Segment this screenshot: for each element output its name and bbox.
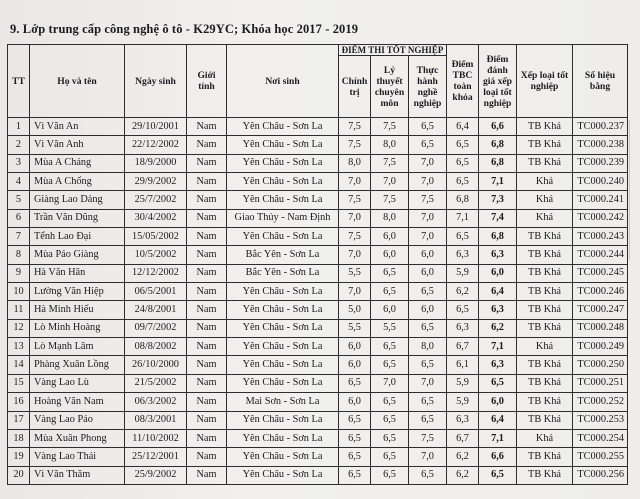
row-number: 8 [8,246,30,264]
ranking: TB Khá [517,136,573,154]
politics-score: 5,5 [339,264,371,282]
student-name: Vì Văn An [30,118,125,136]
ranking-score: 6,5 [479,466,517,484]
date-of-birth: 11/10/2002 [125,429,187,447]
header-sex: Giới tính [187,45,227,118]
graduation-table [7,44,628,485]
practice-score: 7,0 [409,228,447,246]
date-of-birth: 29/9/2002 [125,173,187,191]
ranking-score: 6,3 [479,246,517,264]
header-name: Họ và tên [30,45,125,118]
date-of-birth: 09/7/2002 [125,319,187,337]
politics-score: 6,0 [339,393,371,411]
date-of-birth: 12/12/2002 [125,264,187,282]
student-name: Hà Văn Hân [30,264,125,282]
student-name: Mùa Xuân Phong [30,429,125,447]
gender: Nam [187,118,227,136]
practice-score: 8,0 [409,338,447,356]
gpa-score: 5,9 [447,374,479,392]
certificate-number: TC000.253 [573,411,628,429]
student-name: Phàng Xuân Lồng [30,356,125,374]
gpa-score: 6,7 [447,338,479,356]
theory-score: 7,0 [371,374,409,392]
practice-score: 6,0 [409,301,447,319]
ranking: TB Khá [517,264,573,282]
politics-score: 6,5 [339,466,371,484]
ranking: Khá [517,209,573,227]
certificate-number: TC000.240 [573,173,628,191]
header-certificate: Số hiệu bằng [573,45,628,118]
row-number: 4 [8,173,30,191]
gender: Nam [187,319,227,337]
certificate-number: TC000.256 [573,466,628,484]
ranking: TB Khá [517,118,573,136]
student-name: Trần Văn Dũng [30,209,125,227]
ranking: TB Khá [517,448,573,466]
gpa-score: 6,5 [447,173,479,191]
certificate-number: TC000.247 [573,301,628,319]
date-of-birth: 15/05/2002 [125,228,187,246]
gpa-score: 6,2 [447,448,479,466]
theory-score: 7,0 [371,173,409,191]
certificate-number: TC000.249 [573,338,628,356]
page-edge [629,120,640,260]
birthplace: Yên Châu - Sơn La [227,283,339,301]
theory-score: 6,5 [371,429,409,447]
ranking-score: 6,8 [479,154,517,172]
birthplace: Bắc Yên - Sơn La [227,246,339,264]
student-name: Lường Văn Hiệp [30,283,125,301]
gpa-score: 6,5 [447,228,479,246]
ranking-score: 7,1 [479,338,517,356]
certificate-number: TC000.245 [573,264,628,282]
certificate-number: TC000.254 [573,429,628,447]
student-name: Lò Minh Hoàng [30,319,125,337]
row-number: 3 [8,154,30,172]
student-name: Hoàng Văn Nam [30,393,125,411]
ranking-score: 6,8 [479,136,517,154]
birthplace: Yên Châu - Sơn La [227,374,339,392]
practice-score: 6,5 [409,356,447,374]
certificate-number: TC000.244 [573,246,628,264]
header-gpa: Điểm TBC toàn khóa [447,45,479,118]
row-number: 9 [8,264,30,282]
practice-score: 6,0 [409,264,447,282]
gender: Nam [187,191,227,209]
ranking: TB Khá [517,301,573,319]
politics-score: 6,0 [339,338,371,356]
ranking-score: 6,2 [479,319,517,337]
theory-score: 6,5 [371,448,409,466]
practice-score: 7,0 [409,209,447,227]
date-of-birth: 08/8/2002 [125,338,187,356]
politics-score: 7,0 [339,173,371,191]
row-number: 19 [8,448,30,466]
date-of-birth: 06/3/2002 [125,393,187,411]
theory-score: 6,5 [371,338,409,356]
ranking-score: 7,4 [479,209,517,227]
gender: Nam [187,338,227,356]
birthplace: Yên Châu - Sơn La [227,136,339,154]
row-number: 2 [8,136,30,154]
row-number: 10 [8,283,30,301]
certificate-number: TC000.241 [573,191,628,209]
gpa-score: 5,9 [447,393,479,411]
gender: Nam [187,466,227,484]
row-number: 11 [8,301,30,319]
date-of-birth: 08/3/2001 [125,411,187,429]
birthplace: Yên Châu - Sơn La [227,466,339,484]
gender: Nam [187,209,227,227]
student-name: Vì Văn Anh [30,136,125,154]
birthplace: Yên Châu - Sơn La [227,338,339,356]
birthplace: Yên Châu - Sơn La [227,319,339,337]
gpa-score: 6,2 [447,283,479,301]
student-name: Giàng Lao Dảng [30,191,125,209]
student-name: Vàng Lao Thái [30,448,125,466]
certificate-number: TC000.250 [573,356,628,374]
practice-score: 6,5 [409,319,447,337]
politics-score: 7,5 [339,191,371,209]
table-row [8,393,628,411]
student-name: Mùa A Chống [30,173,125,191]
theory-score: 8,0 [371,209,409,227]
certificate-number: TC000.246 [573,283,628,301]
ranking: TB Khá [517,393,573,411]
gender: Nam [187,173,227,191]
birthplace: Mai Sơn - Sơn La [227,393,339,411]
politics-score: 7,5 [339,228,371,246]
birthplace: Giao Thủy - Nam Định [227,209,339,227]
ranking: TB Khá [517,154,573,172]
certificate-number: TC000.237 [573,118,628,136]
table-row [8,136,628,154]
politics-score: 7,0 [339,246,371,264]
table-row [8,338,628,356]
ranking-score: 6,8 [479,228,517,246]
row-number: 1 [8,118,30,136]
gpa-score: 6,7 [447,429,479,447]
header-tt: TT [8,45,30,118]
gender: Nam [187,264,227,282]
theory-score: 6,5 [371,264,409,282]
practice-score: 7,5 [409,429,447,447]
date-of-birth: 10/5/2002 [125,246,187,264]
gpa-score: 6,1 [447,356,479,374]
date-of-birth: 22/12/2002 [125,136,187,154]
certificate-number: TC000.252 [573,393,628,411]
ranking: TB Khá [517,228,573,246]
row-number: 14 [8,356,30,374]
table-row [8,301,628,319]
header-ranking: Xếp loại tốt nghiệp [517,45,573,118]
date-of-birth: 25/7/2002 [125,191,187,209]
ranking-score: 6,3 [479,356,517,374]
row-number: 13 [8,338,30,356]
certificate-number: TC000.238 [573,136,628,154]
theory-score: 6,0 [371,228,409,246]
certificate-number: TC000.251 [573,374,628,392]
date-of-birth: 24/8/2001 [125,301,187,319]
politics-score: 5,5 [339,319,371,337]
ranking-score: 6,4 [479,411,517,429]
politics-score: 5,0 [339,301,371,319]
ranking-score: 7,1 [479,173,517,191]
gpa-score: 6,5 [447,136,479,154]
practice-score: 6,5 [409,466,447,484]
politics-score: 7,5 [339,118,371,136]
header-politics: Chính trị [339,56,371,118]
theory-score: 6,5 [371,283,409,301]
ranking: TB Khá [517,466,573,484]
student-name: Tểnh Lao Đại [30,228,125,246]
student-name: Vàng Lao Lù [30,374,125,392]
student-name: Vì Văn Thăm [30,466,125,484]
ranking: TB Khá [517,283,573,301]
gender: Nam [187,283,227,301]
date-of-birth: 29/10/2001 [125,118,187,136]
theory-score: 6,0 [371,246,409,264]
ranking: Khá [517,338,573,356]
table-row [8,283,628,301]
gpa-score: 6,5 [447,154,479,172]
table-row [8,448,628,466]
ranking-score: 6,4 [479,283,517,301]
gender: Nam [187,301,227,319]
practice-score: 7,0 [409,173,447,191]
gender: Nam [187,356,227,374]
ranking-score: 6,6 [479,448,517,466]
table-row [8,319,628,337]
gender: Nam [187,136,227,154]
practice-score: 6,5 [409,136,447,154]
gender: Nam [187,429,227,447]
date-of-birth: 25/9/2002 [125,466,187,484]
birthplace: Yên Châu - Sơn La [227,154,339,172]
table-row [8,173,628,191]
practice-score: 7,0 [409,374,447,392]
birthplace: Yên Châu - Sơn La [227,429,339,447]
politics-score: 6,5 [339,448,371,466]
table-row [8,228,628,246]
politics-score: 7,5 [339,136,371,154]
header-theory: Lý thuyết chuyên môn [371,56,409,118]
practice-score: 7,0 [409,154,447,172]
theory-score: 7,5 [371,118,409,136]
table-row [8,466,628,484]
table-body [8,118,628,485]
date-of-birth: 21/5/2002 [125,374,187,392]
page-title: 9. Lớp trung cấp công nghệ ô tô - K29YC; Khóa học 2017 - 2019 [10,22,359,36]
gender: Nam [187,246,227,264]
header-birthplace: Nơi sinh [227,45,339,118]
ranking-score: 6,0 [479,264,517,282]
row-number: 12 [8,319,30,337]
theory-score: 8,0 [371,136,409,154]
theory-score: 6,5 [371,356,409,374]
birthplace: Yên Châu - Sơn La [227,173,339,191]
gender: Nam [187,154,227,172]
practice-score: 6,0 [409,246,447,264]
politics-score: 6,5 [339,374,371,392]
practice-score: 6,5 [409,283,447,301]
date-of-birth: 30/4/2002 [125,209,187,227]
politics-score: 6,0 [339,356,371,374]
politics-score: 6,5 [339,411,371,429]
gpa-score: 6,3 [447,246,479,264]
table-row [8,246,628,264]
politics-score: 7,0 [339,209,371,227]
theory-score: 6,0 [371,301,409,319]
header-exam-group: ĐIỂM THI TỐT NGHIỆP [339,45,447,56]
student-name: Lò Mạnh Lâm [30,338,125,356]
birthplace: Yên Châu - Sơn La [227,301,339,319]
ranking-score: 7,1 [479,429,517,447]
gpa-score: 6,2 [447,466,479,484]
gpa-score: 6,8 [447,191,479,209]
ranking: TB Khá [517,411,573,429]
date-of-birth: 26/10/2000 [125,356,187,374]
gpa-score: 6,4 [447,118,479,136]
ranking-score: 6,5 [479,374,517,392]
table-row [8,209,628,227]
row-number: 18 [8,429,30,447]
ranking: Khá [517,429,573,447]
row-number: 6 [8,209,30,227]
practice-score: 6,5 [409,118,447,136]
theory-score: 7,5 [371,191,409,209]
ranking: TB Khá [517,356,573,374]
birthplace: Yên Châu - Sơn La [227,228,339,246]
certificate-number: TC000.255 [573,448,628,466]
date-of-birth: 18/9/2000 [125,154,187,172]
table-row [8,118,628,136]
table-row [8,154,628,172]
ranking-score: 7,3 [479,191,517,209]
gender: Nam [187,411,227,429]
certificate-number: TC000.248 [573,319,628,337]
ranking: TB Khá [517,374,573,392]
gender: Nam [187,374,227,392]
table-row [8,356,628,374]
theory-score: 7,5 [371,154,409,172]
birthplace: Yên Châu - Sơn La [227,448,339,466]
ranking-score: 6,0 [479,393,517,411]
certificate-number: TC000.239 [573,154,628,172]
politics-score: 7,0 [339,283,371,301]
theory-score: 6,5 [371,393,409,411]
header-dob: Ngày sinh [125,45,187,118]
row-number: 15 [8,374,30,392]
ranking: TB Khá [517,319,573,337]
gpa-score: 6,5 [447,301,479,319]
gender: Nam [187,393,227,411]
row-number: 20 [8,466,30,484]
birthplace: Yên Châu - Sơn La [227,118,339,136]
ranking-score: 6,6 [479,118,517,136]
student-name: Mùa A Chảng [30,154,125,172]
practice-score: 7,5 [409,191,447,209]
theory-score: 5,5 [371,319,409,337]
row-number: 16 [8,393,30,411]
table-row [8,374,628,392]
header-ranking-score: Điểm đánh giá xếp loại tốt nghiệp [479,45,517,118]
student-name: Hà Minh Hiếu [30,301,125,319]
practice-score: 6,5 [409,393,447,411]
gpa-score: 6,3 [447,319,479,337]
ranking: Khá [517,191,573,209]
gender: Nam [187,228,227,246]
row-number: 5 [8,191,30,209]
ranking-score: 6,3 [479,301,517,319]
table-row [8,411,628,429]
certificate-number: TC000.243 [573,228,628,246]
ranking: TB Khá [517,246,573,264]
table-row [8,429,628,447]
gpa-score: 6,3 [447,411,479,429]
birthplace: Bắc Yên - Sơn La [227,264,339,282]
birthplace: Yên Châu - Sơn La [227,356,339,374]
date-of-birth: 06/5/2001 [125,283,187,301]
row-number: 7 [8,228,30,246]
student-name: Vàng Lao Páo [30,411,125,429]
certificate-number: TC000.242 [573,209,628,227]
practice-score: 7,0 [409,448,447,466]
politics-score: 6,5 [339,429,371,447]
birthplace: Yên Châu - Sơn La [227,411,339,429]
theory-score: 6,5 [371,466,409,484]
header-practice: Thực hành nghề nghiệp [409,56,447,118]
table-row [8,191,628,209]
gender: Nam [187,448,227,466]
politics-score: 8,0 [339,154,371,172]
theory-score: 6,5 [371,411,409,429]
student-name: Mùa Páo Giàng [30,246,125,264]
practice-score: 6,5 [409,411,447,429]
gpa-score: 7,1 [447,209,479,227]
row-number: 17 [8,411,30,429]
birthplace: Yên Châu - Sơn La [227,191,339,209]
ranking: Khá [517,173,573,191]
date-of-birth: 25/12/2001 [125,448,187,466]
table-row [8,264,628,282]
gpa-score: 5,9 [447,264,479,282]
